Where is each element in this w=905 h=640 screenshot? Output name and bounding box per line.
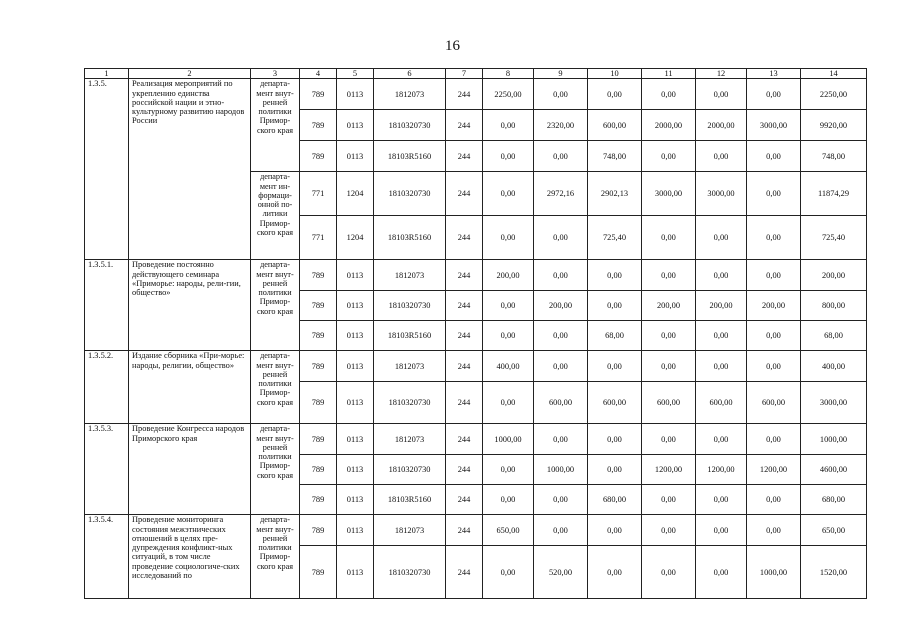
table-cell: 2000,00	[696, 110, 747, 141]
table-cell: 0,00	[483, 382, 534, 424]
table-cell: 0,00	[534, 515, 588, 546]
table-cell: 400,00	[483, 351, 534, 382]
table-cell: 18103R5160	[374, 141, 446, 172]
table-cell: 600,00	[588, 110, 642, 141]
table-cell: 68,00	[801, 321, 867, 351]
table-cell: 3000,00	[801, 382, 867, 424]
table-cell: 0,00	[483, 172, 534, 216]
table-cell: 0113	[337, 382, 374, 424]
executor-cell: департа-мент внут-ренней политики Примор-ского края	[251, 424, 300, 515]
table-cell: 0,00	[483, 141, 534, 172]
table-cell: 748,00	[588, 141, 642, 172]
table-cell: 0113	[337, 321, 374, 351]
table-cell: 0,00	[747, 260, 801, 291]
col-header: 9	[534, 69, 588, 79]
table-cell: 1200,00	[642, 455, 696, 485]
table-cell: 3000,00	[642, 172, 696, 216]
table-cell: 1000,00	[801, 424, 867, 455]
table-cell: 0,00	[696, 260, 747, 291]
table-cell: 0,00	[642, 485, 696, 515]
table-cell: 2250,00	[801, 79, 867, 110]
table-cell: 0,00	[696, 141, 747, 172]
table-cell: 789	[300, 455, 337, 485]
table-cell: 0,00	[534, 79, 588, 110]
table-cell: 1200,00	[696, 455, 747, 485]
table-cell: 18103R5160	[374, 485, 446, 515]
table-cell: 0,00	[696, 321, 747, 351]
table-cell: 1812073	[374, 260, 446, 291]
table-cell: 200,00	[696, 291, 747, 321]
table-cell: 650,00	[483, 515, 534, 546]
table-cell: 0,00	[534, 141, 588, 172]
table-cell: 789	[300, 515, 337, 546]
table-cell: 2320,00	[534, 110, 588, 141]
table-cell: 68,00	[588, 321, 642, 351]
table-cell: 0,00	[588, 515, 642, 546]
col-header: 4	[300, 69, 337, 79]
table-row	[85, 351, 867, 382]
page-number: 16	[445, 38, 460, 54]
table-cell: 0,00	[483, 110, 534, 141]
budget-table	[84, 68, 867, 599]
table-cell: 600,00	[534, 382, 588, 424]
table-cell: 0,00	[642, 546, 696, 599]
col-header: 2	[129, 69, 251, 79]
table-cell: 600,00	[588, 382, 642, 424]
table-cell: 200,00	[747, 291, 801, 321]
table-cell: 0,00	[747, 351, 801, 382]
table-cell: 789	[300, 260, 337, 291]
table-cell: 0,00	[483, 546, 534, 599]
table-cell: 789	[300, 424, 337, 455]
table-cell: 789	[300, 351, 337, 382]
item-description: Проведение мониторинга состояния межэтнических отношений в целях пре-дупреждения конфликт-ных ситуаций, в том числе проведение социологиче-ских исследований по	[129, 515, 251, 599]
table-cell: 3000,00	[696, 172, 747, 216]
table-cell: 800,00	[801, 291, 867, 321]
table-cell: 1810320730	[374, 455, 446, 485]
table-cell: 400,00	[801, 351, 867, 382]
table-cell: 600,00	[696, 382, 747, 424]
col-header: 8	[483, 69, 534, 79]
table-cell: 0113	[337, 515, 374, 546]
table-row	[85, 515, 867, 546]
table-cell: 244	[446, 382, 483, 424]
table-row	[85, 79, 867, 110]
table-cell: 0,00	[483, 291, 534, 321]
table-cell: 244	[446, 110, 483, 141]
table-cell: 244	[446, 515, 483, 546]
table-cell: 1000,00	[747, 546, 801, 599]
table-cell: 1812073	[374, 424, 446, 455]
table-cell: 0,00	[696, 515, 747, 546]
table-cell: 0,00	[642, 321, 696, 351]
item-description: Проведение постоянно действующего семинара «Приморье: народы, рели-гии, общество»	[129, 260, 251, 351]
executor-cell: департа-мент внут-ренней политики Примор-ского края	[251, 515, 300, 599]
table-cell: 200,00	[483, 260, 534, 291]
table-cell: 0,00	[534, 351, 588, 382]
table-row	[85, 260, 867, 291]
table-cell: 789	[300, 141, 337, 172]
table-cell: 725,40	[801, 216, 867, 260]
table-cell: 0,00	[747, 424, 801, 455]
table-cell: 0,00	[747, 321, 801, 351]
table-cell: 0113	[337, 141, 374, 172]
table-cell: 1204	[337, 216, 374, 260]
table-cell: 0,00	[642, 424, 696, 455]
table-cell: 0,00	[642, 141, 696, 172]
table-cell: 0,00	[747, 172, 801, 216]
table-cell: 0,00	[696, 351, 747, 382]
table-cell: 244	[446, 172, 483, 216]
table-cell: 0,00	[747, 79, 801, 110]
table-cell: 244	[446, 546, 483, 599]
table-cell: 789	[300, 485, 337, 515]
table-row	[85, 424, 867, 455]
table-cell: 0,00	[642, 79, 696, 110]
item-description: Реализация мероприятий по укреплению единства российской нации и этно-культурному развитию народов России	[129, 79, 251, 260]
table-cell: 0,00	[642, 515, 696, 546]
table-cell: 200,00	[642, 291, 696, 321]
table-cell: 520,00	[534, 546, 588, 599]
table-cell: 0,00	[696, 424, 747, 455]
table-cell: 0,00	[642, 216, 696, 260]
table-cell: 789	[300, 79, 337, 110]
table-cell: 789	[300, 546, 337, 599]
table-cell: 0,00	[588, 79, 642, 110]
table-cell: 1810320730	[374, 291, 446, 321]
table-cell: 0,00	[642, 351, 696, 382]
table-cell: 1812073	[374, 79, 446, 110]
table-cell: 600,00	[642, 382, 696, 424]
executor-cell: департа-мент внут-ренней политики Примор-ского края	[251, 260, 300, 351]
executor-cell: департа-мент внут-ренней политики Примор-ского края	[251, 351, 300, 424]
table-cell: 2972,16	[534, 172, 588, 216]
col-header: 11	[642, 69, 696, 79]
item-description: Проведение Конгресса народов Приморского края	[129, 424, 251, 515]
table-cell: 244	[446, 79, 483, 110]
table-cell: 789	[300, 110, 337, 141]
table-cell: 0113	[337, 546, 374, 599]
item-code: 1.3.5.4.	[85, 515, 129, 599]
table-cell: 244	[446, 260, 483, 291]
table-cell: 0113	[337, 424, 374, 455]
table-cell: 0,00	[534, 260, 588, 291]
table-cell: 200,00	[534, 291, 588, 321]
table-cell: 0,00	[534, 216, 588, 260]
table-cell: 1810320730	[374, 546, 446, 599]
table-cell: 0,00	[483, 321, 534, 351]
table-cell: 0113	[337, 79, 374, 110]
table-cell: 0113	[337, 110, 374, 141]
table-cell: 0113	[337, 260, 374, 291]
table-cell: 789	[300, 291, 337, 321]
col-header: 5	[337, 69, 374, 79]
table-header	[85, 69, 867, 79]
col-header: 3	[251, 69, 300, 79]
table-cell: 200,00	[801, 260, 867, 291]
table-cell: 0,00	[588, 351, 642, 382]
table-cell: 0,00	[483, 216, 534, 260]
table-cell: 1810320730	[374, 172, 446, 216]
table-cell: 244	[446, 141, 483, 172]
table-cell: 0,00	[483, 485, 534, 515]
executor-cell: департа-мент ин-формаци-онной по-литики Примор-ского края	[251, 172, 300, 260]
table-body	[85, 79, 867, 599]
col-header: 7	[446, 69, 483, 79]
item-code: 1.3.5.	[85, 79, 129, 260]
table-cell: 0,00	[588, 424, 642, 455]
table-cell: 244	[446, 485, 483, 515]
table-cell: 771	[300, 172, 337, 216]
table-cell: 0,00	[483, 455, 534, 485]
table-cell: 2902,13	[588, 172, 642, 216]
table-cell: 1204	[337, 172, 374, 216]
col-header: 14	[801, 69, 867, 79]
table-cell: 1812073	[374, 351, 446, 382]
table-cell: 748,00	[801, 141, 867, 172]
table-cell: 789	[300, 321, 337, 351]
table-cell: 0113	[337, 291, 374, 321]
table-cell: 0,00	[696, 546, 747, 599]
table-cell: 680,00	[588, 485, 642, 515]
table-cell: 0,00	[588, 260, 642, 291]
table-cell: 0,00	[747, 216, 801, 260]
item-code: 1.3.5.1.	[85, 260, 129, 351]
table-cell: 0113	[337, 485, 374, 515]
table-cell: 0113	[337, 351, 374, 382]
table-cell: 244	[446, 321, 483, 351]
table-cell: 2250,00	[483, 79, 534, 110]
table-cell: 9920,00	[801, 110, 867, 141]
table-cell: 244	[446, 216, 483, 260]
table-cell: 244	[446, 291, 483, 321]
table-cell: 680,00	[801, 485, 867, 515]
table-cell: 0,00	[747, 485, 801, 515]
table-cell: 4600,00	[801, 455, 867, 485]
table-cell: 0,00	[588, 455, 642, 485]
col-header: 6	[374, 69, 446, 79]
table-cell: 0,00	[696, 485, 747, 515]
table-cell: 244	[446, 455, 483, 485]
table-cell: 1000,00	[483, 424, 534, 455]
table-cell: 0,00	[588, 546, 642, 599]
table-cell: 725,40	[588, 216, 642, 260]
table-cell: 18103R5160	[374, 321, 446, 351]
executor-cell: департа-мент внут-ренней политики Примор-ского края	[251, 79, 300, 172]
table-cell: 11874,29	[801, 172, 867, 216]
table-cell: 18103R5160	[374, 216, 446, 260]
table-cell: 0,00	[696, 216, 747, 260]
item-code: 1.3.5.3.	[85, 424, 129, 515]
table-cell: 650,00	[801, 515, 867, 546]
table-cell: 3000,00	[747, 110, 801, 141]
table-cell: 1520,00	[801, 546, 867, 599]
table-cell: 0,00	[696, 79, 747, 110]
table-cell: 244	[446, 424, 483, 455]
table-cell: 600,00	[747, 382, 801, 424]
table-cell: 0,00	[642, 260, 696, 291]
table-cell: 2000,00	[642, 110, 696, 141]
col-header: 10	[588, 69, 642, 79]
table-cell: 0,00	[747, 141, 801, 172]
table-cell: 0113	[337, 455, 374, 485]
table-cell: 0,00	[588, 291, 642, 321]
table-cell: 0,00	[534, 424, 588, 455]
table-cell: 1000,00	[534, 455, 588, 485]
table-cell: 771	[300, 216, 337, 260]
table-cell: 0,00	[534, 321, 588, 351]
col-header: 13	[747, 69, 801, 79]
table-cell: 1810320730	[374, 382, 446, 424]
table-cell: 789	[300, 382, 337, 424]
item-description: Издание сборника «При-морье: народы, религии, общество»	[129, 351, 251, 424]
table-cell: 0,00	[534, 485, 588, 515]
col-header: 12	[696, 69, 747, 79]
table-cell: 0,00	[747, 515, 801, 546]
col-header: 1	[85, 69, 129, 79]
table-cell: 1810320730	[374, 110, 446, 141]
table-cell: 244	[446, 351, 483, 382]
table-cell: 1200,00	[747, 455, 801, 485]
table-cell: 1812073	[374, 515, 446, 546]
item-code: 1.3.5.2.	[85, 351, 129, 424]
